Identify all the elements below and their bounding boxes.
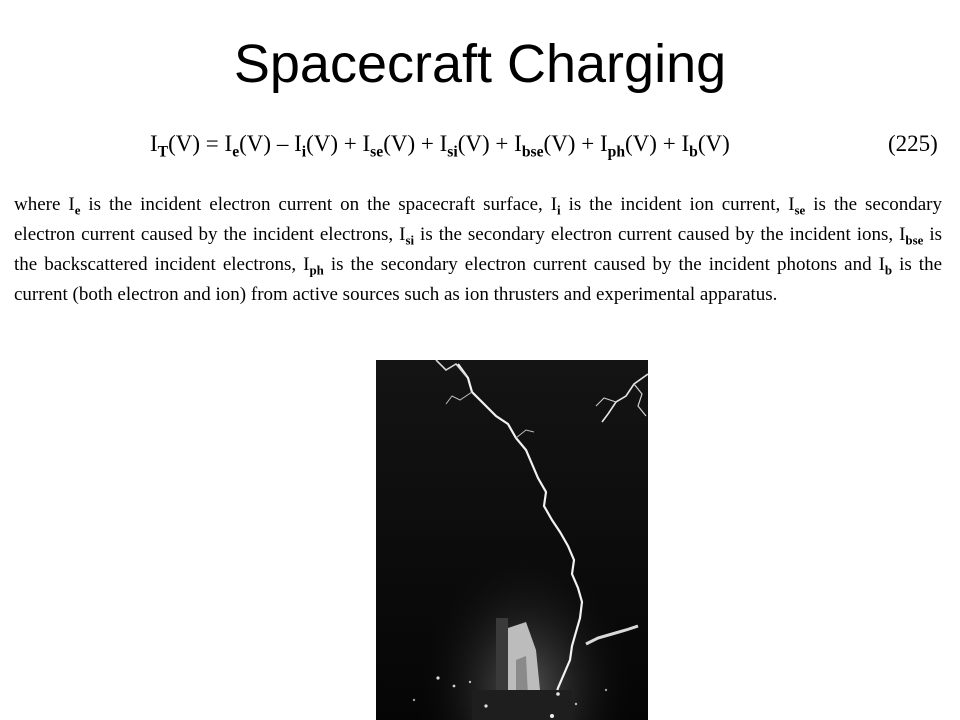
symbol-Ise: $I_{se}$ [788, 194, 806, 218]
eq-lhs: $I_T(V)$ [150, 131, 201, 161]
lightning-photo-art [376, 360, 648, 720]
lightning-photo [376, 360, 648, 720]
symbol-Ibse: $I_{bse}$ [899, 224, 924, 248]
symbol-Ib: $I_b$ [878, 254, 893, 278]
slide-title: Spacecraft Charging [233, 34, 727, 94]
eq-equals: = [200, 131, 225, 156]
equation-body [150, 128, 730, 160]
symbol-Ie: $I_e$ [68, 194, 81, 218]
eq-term: $I_e(V)$ [224, 131, 272, 161]
equation-number: (225) [888, 131, 938, 156]
eq-term: + $I_b(V)$ [656, 131, 730, 161]
symbol-Isi: $I_{si}$ [399, 224, 415, 248]
symbol-Ii: $I_i$ [550, 194, 561, 218]
symbol-Iph: $I_{ph}$ [303, 254, 324, 278]
definition-paragraph: where $I_e$ is the incident electron current on the spacecraft surface, $I_i$ is the incident ion current, $I_{se}$ is the secondary electron current caused by the incident electrons, $I_{si}$ is the secondary electron current caused by the incident ions, $I_{bse}$ is the backscattered incident electrons, $I_{ph}$ is the secondary electron current caused by the incident photons and $I_b$ is the current (both electron and ion) from active sources such as ion thrusters and experimental apparatus. [14, 194, 943, 305]
equation-225 [150, 128, 950, 164]
eq-term: – $I_i(V)$ [271, 131, 339, 161]
eq-term: + $I_{bse}(V)$ [489, 131, 576, 161]
eq-term: + $I_{si}(V)$ [415, 131, 490, 161]
eq-term: + $I_{ph}(V)$ [575, 131, 657, 161]
eq-term: + $I_{se}(V)$ [338, 131, 416, 161]
